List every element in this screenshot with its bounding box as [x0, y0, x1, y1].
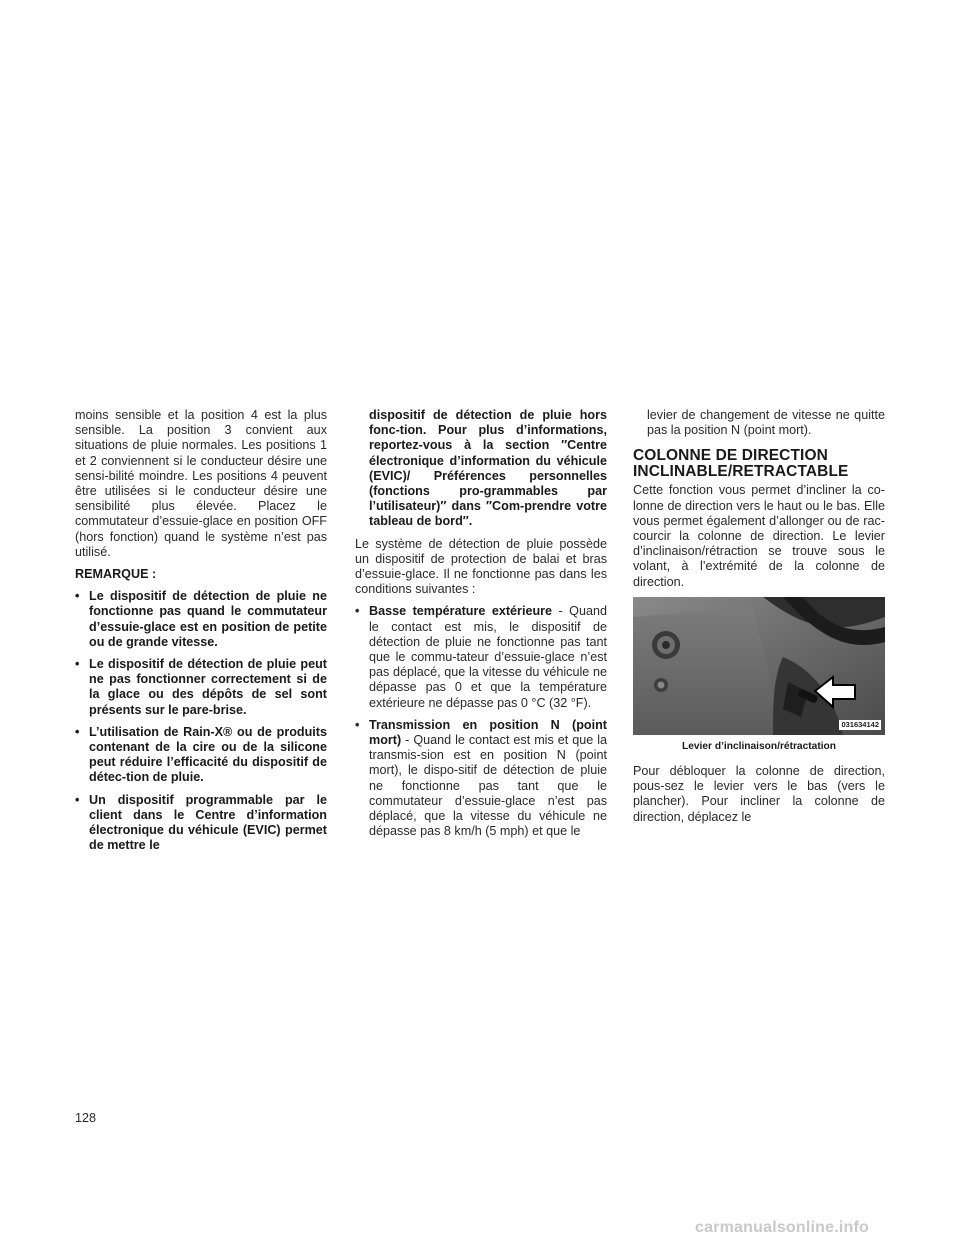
- bullet-icon: •: [355, 717, 360, 732]
- protection-paragraph: Le système de détection de pluie possède un dispositif de protection de balai et bras d’essuie-glace. Il ne fonctionne pas dans les conditions suivantes :: [355, 536, 607, 597]
- middle-column: [355, 408, 607, 846]
- condition-item-2: [355, 718, 607, 840]
- bullet-icon: •: [75, 589, 80, 604]
- condition-title: Basse température extérieure: [369, 604, 553, 619]
- right-column: [633, 408, 885, 832]
- page-number: 128: [75, 1111, 97, 1125]
- note-item-2: • Le dispositif de détection de pluie peut ne pas fonctionner correctement si de la glace ou des dépôts de sel sont présents sur le pare-brise.: [75, 657, 327, 717]
- note-continuation: dispositif de détection de pluie hors fonc-tion. Pour plus d’informations, reportez-vous à la section ″Centre électronique d’information du véhicule (EVIC)/ Préférences personnelles (fonctions pro-grammables par l’utilisateur)″ dans ″Com-prendre votre tableau de bord″.: [369, 408, 607, 529]
- remarque-label: REMARQUE :: [75, 567, 157, 582]
- conditions-list: [355, 604, 607, 839]
- bullet-icon: •: [75, 792, 80, 807]
- section-heading: COLONNE DE DIRECTION INCLINABLE/RETRACTABLE: [633, 447, 849, 481]
- intro-paragraph: moins sensible et la position 4 est la plus sensible. La position 3 convient aux situations de pluie normales. Les positions 1 et 2 conviennent si le conducteur désire une sensi-bilité moindre. Les positions 4 peuvent être utilisées si le conducteur désire une sensibilité plus élevée. Placez le commutateur d’essuie-glace en position OFF (hors fonction) quand le système n’est pas utilisé.: [75, 408, 327, 559]
- note-item-4: • Un dispositif programmable par le client dans le Centre d’information électronique du véhicule (EVIC) permet de mettre le: [75, 792, 327, 853]
- bullet-icon: •: [75, 724, 80, 739]
- footer-watermark: carmanualsonline.info: [695, 1219, 870, 1236]
- image-code: 031634142: [841, 719, 879, 729]
- steering-column-photo: [633, 597, 885, 735]
- condition-title: Transmission en position N (point mort): [369, 717, 607, 748]
- condition-text: - Quand le contact est mis et que la transmis-sion est en position N (point mort), le dispo-sitif de détection de pluie ne fonctionne pas tant que le commutateur d’essuie-glace n’est pas déplacé, que la vitesse du véhicule ne dépasse pas 8 km/h (5 mph) et que le: [369, 733, 607, 839]
- tilt-description: Cette fonction vous permet d’incliner la co-lonne de direction vers le haut ou le bas. Elle vous permet également d’allonger ou de rac-courcir la colonne de direction. Le levier d’inclinaison/rétraction se trouve sous le volant, à l’extrémité de la colonne de direction.: [633, 483, 885, 589]
- condition-continuation: levier de changement de vitesse ne quitte pas la position N (point mort).: [647, 408, 885, 438]
- bullet-icon: •: [75, 657, 80, 672]
- note-item-3: • L’utilisation de Rain-X® ou de produits contenant de la cire ou de la silicone peut réduire l’efficacité du dispositif de détec-tion de pluie.: [75, 724, 327, 785]
- bullet-icon: •: [355, 604, 360, 619]
- unlock-instructions: Pour débloquer la colonne de direction, pous-sez le levier vers le bas (vers le plancher). Pour incliner la colonne de direction, déplacez le: [633, 764, 885, 824]
- steering-lever-illustration: [633, 597, 885, 735]
- condition-item-1: [355, 604, 607, 710]
- photo-caption: Levier d’inclinaison/rétractation: [682, 740, 836, 752]
- condition-text: - Quand le contact est mis, le dispositif de détection de pluie ne fonctionne pas tant que le commu-tateur d’essuie-glace n’est pas déplacé, que la vitesse du véhicule ne dépasse pas 0 et que la température extérieure ne dépasse pas 0 °C (32 °F).: [369, 604, 607, 710]
- left-column: [75, 408, 327, 860]
- remarque-list: [75, 589, 327, 853]
- note-item-1: • Le dispositif de détection de pluie ne fonctionne pas quand le commutateur d’essuie-glace est en position de petite ou de grande vitesse.: [75, 589, 327, 649]
